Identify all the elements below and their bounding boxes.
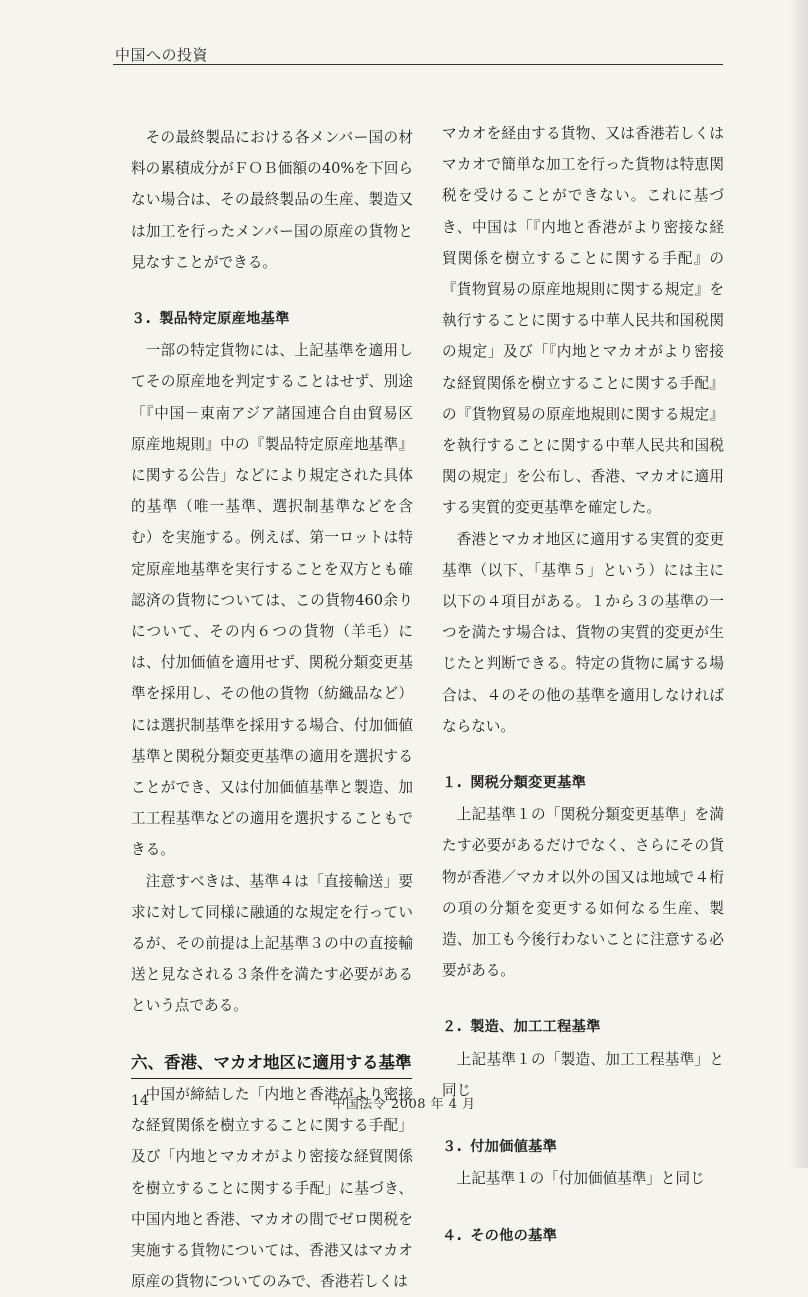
section-title: 製品特定原産地基準 — [159, 311, 290, 328]
left-column — [131, 122, 413, 1297]
section-heading — [442, 768, 724, 799]
running-head-title: 中国への投資 — [115, 46, 209, 64]
section-title: 製造、加工工程基準 — [470, 1019, 601, 1036]
paragraph: 一部の特定貨物には、上記基準を適用してその原産地を判定することはせず、別途「『中国－東南アジア諸国連合自由貿易区原産地規則』中の『製品特定原産地基準』に関する公告」などにより規定された具体的基準（唯一基準、選択制基準などを含む）を実施する。例えば、第一ロットは特定原産地基準を実行することを双方とも確認済の貨物については、この貨物460余りについて、その内６つの貨物（羊毛）には、付加価値を適用せず、関税分類変更基準を採用し、その他の貨物（紡織品など）には選択制基準を採用する場合、付加価値基準と関税分類変更基準の適用を選択することができ、又は付加価値基準と製造、加工工程基準などの適用を選択することもできる。 — [131, 342, 413, 859]
page-number: 14 — [131, 1093, 149, 1109]
paragraph: 中国が締結した「内地と香港がより密接な経貿関係を樹立することに関する手配」及び「内地とマカオがより密接な経貿関係を樹立することに関する手配」に基づき、中国内地と香港、マカオの間でゼロ関税を実施する貨物については、香港又はマカオ原産の貨物についてのみで、香港若しくは — [131, 1085, 413, 1291]
section-number: ３. — [442, 1139, 463, 1156]
paragraph: 上記基準１の「製造、加工工程基準」と同じ — [442, 1050, 724, 1099]
page-edge-shadow — [790, 0, 808, 1168]
publication-footer: 中国法令 2008 年 4 月 — [332, 1097, 476, 1112]
section-heading — [442, 1012, 724, 1043]
header-rule — [113, 64, 723, 65]
section-number: ３. — [131, 311, 152, 328]
paragraph: 香港とマカオ地区に適用する実質的変更基準（以下、「基準５」という）には主に以下の４項目がある。１から３の基準の一つを満たす場合は、貨物の実質的変更が生じたと判断できる。特定の貨物に属する場合は、４のその他の基準を適用しなければならない。 — [442, 530, 724, 735]
right-column — [442, 118, 724, 1252]
chapter-heading: 六、香港、マカオ地区に適用する基準 — [131, 1050, 412, 1079]
paragraph: 上記基準１の「付加価値基準」と同じ — [456, 1170, 705, 1188]
paragraph: 注意すべきは、基準４は「直接輸送」要求に対して同様に融通的な規定を行っているが、その前提は上記基準３の中の直接輸送と見なされる３条件を満たす必要があるという点である。 — [131, 872, 413, 1015]
section-title: 付加価値基準 — [470, 1139, 558, 1156]
paragraph: その最終製品における各メンバー国の材料の累積成分がＦＯＢ価額の40%を下回らない場合は、その最終製品の生産、製造又は加工を行ったメンバー国の原産の貨物と見なすことができる。 — [131, 129, 413, 271]
section-heading — [131, 304, 413, 335]
section-title: その他の基準 — [470, 1227, 558, 1244]
section-number: ２. — [442, 1019, 463, 1036]
section-number: ４. — [442, 1227, 463, 1244]
paragraph: マカオを経由する貨物、又は香港若しくはマカオで簡単な加工を行った貨物は特恵関税を受けることができない。これに基づき、中国は「『内地と香港がより密接な経貿関係を樹立することに関する手配』の『貨物貿易の原産地規則に関する規定』を執行することに関する中華人民共和国税関の規定」及び「『内地とマカオがより密接な経貿関係を樹立することに関する手配』の『貨物貿易の原産地規則に関する規定』を執行することに関する中華人民共和国税関の規定」を公布し、香港、マカオに適用する実質的変更基準を確定した。 — [442, 125, 724, 517]
section-title: 関税分類変更基準 — [470, 775, 587, 792]
section-number: １. — [442, 775, 463, 792]
section-heading — [442, 1132, 724, 1163]
paragraph: 上記基準１の「関税分類変更基準」を満たす必要があるだけでなく、さらにその貨物が香港／マカオ以外の国又は地域で４桁の項の分類を変更する如何なる生産、製造、加工も今後行わないことに注意する必要がある。 — [442, 806, 724, 980]
section-heading — [442, 1221, 724, 1252]
